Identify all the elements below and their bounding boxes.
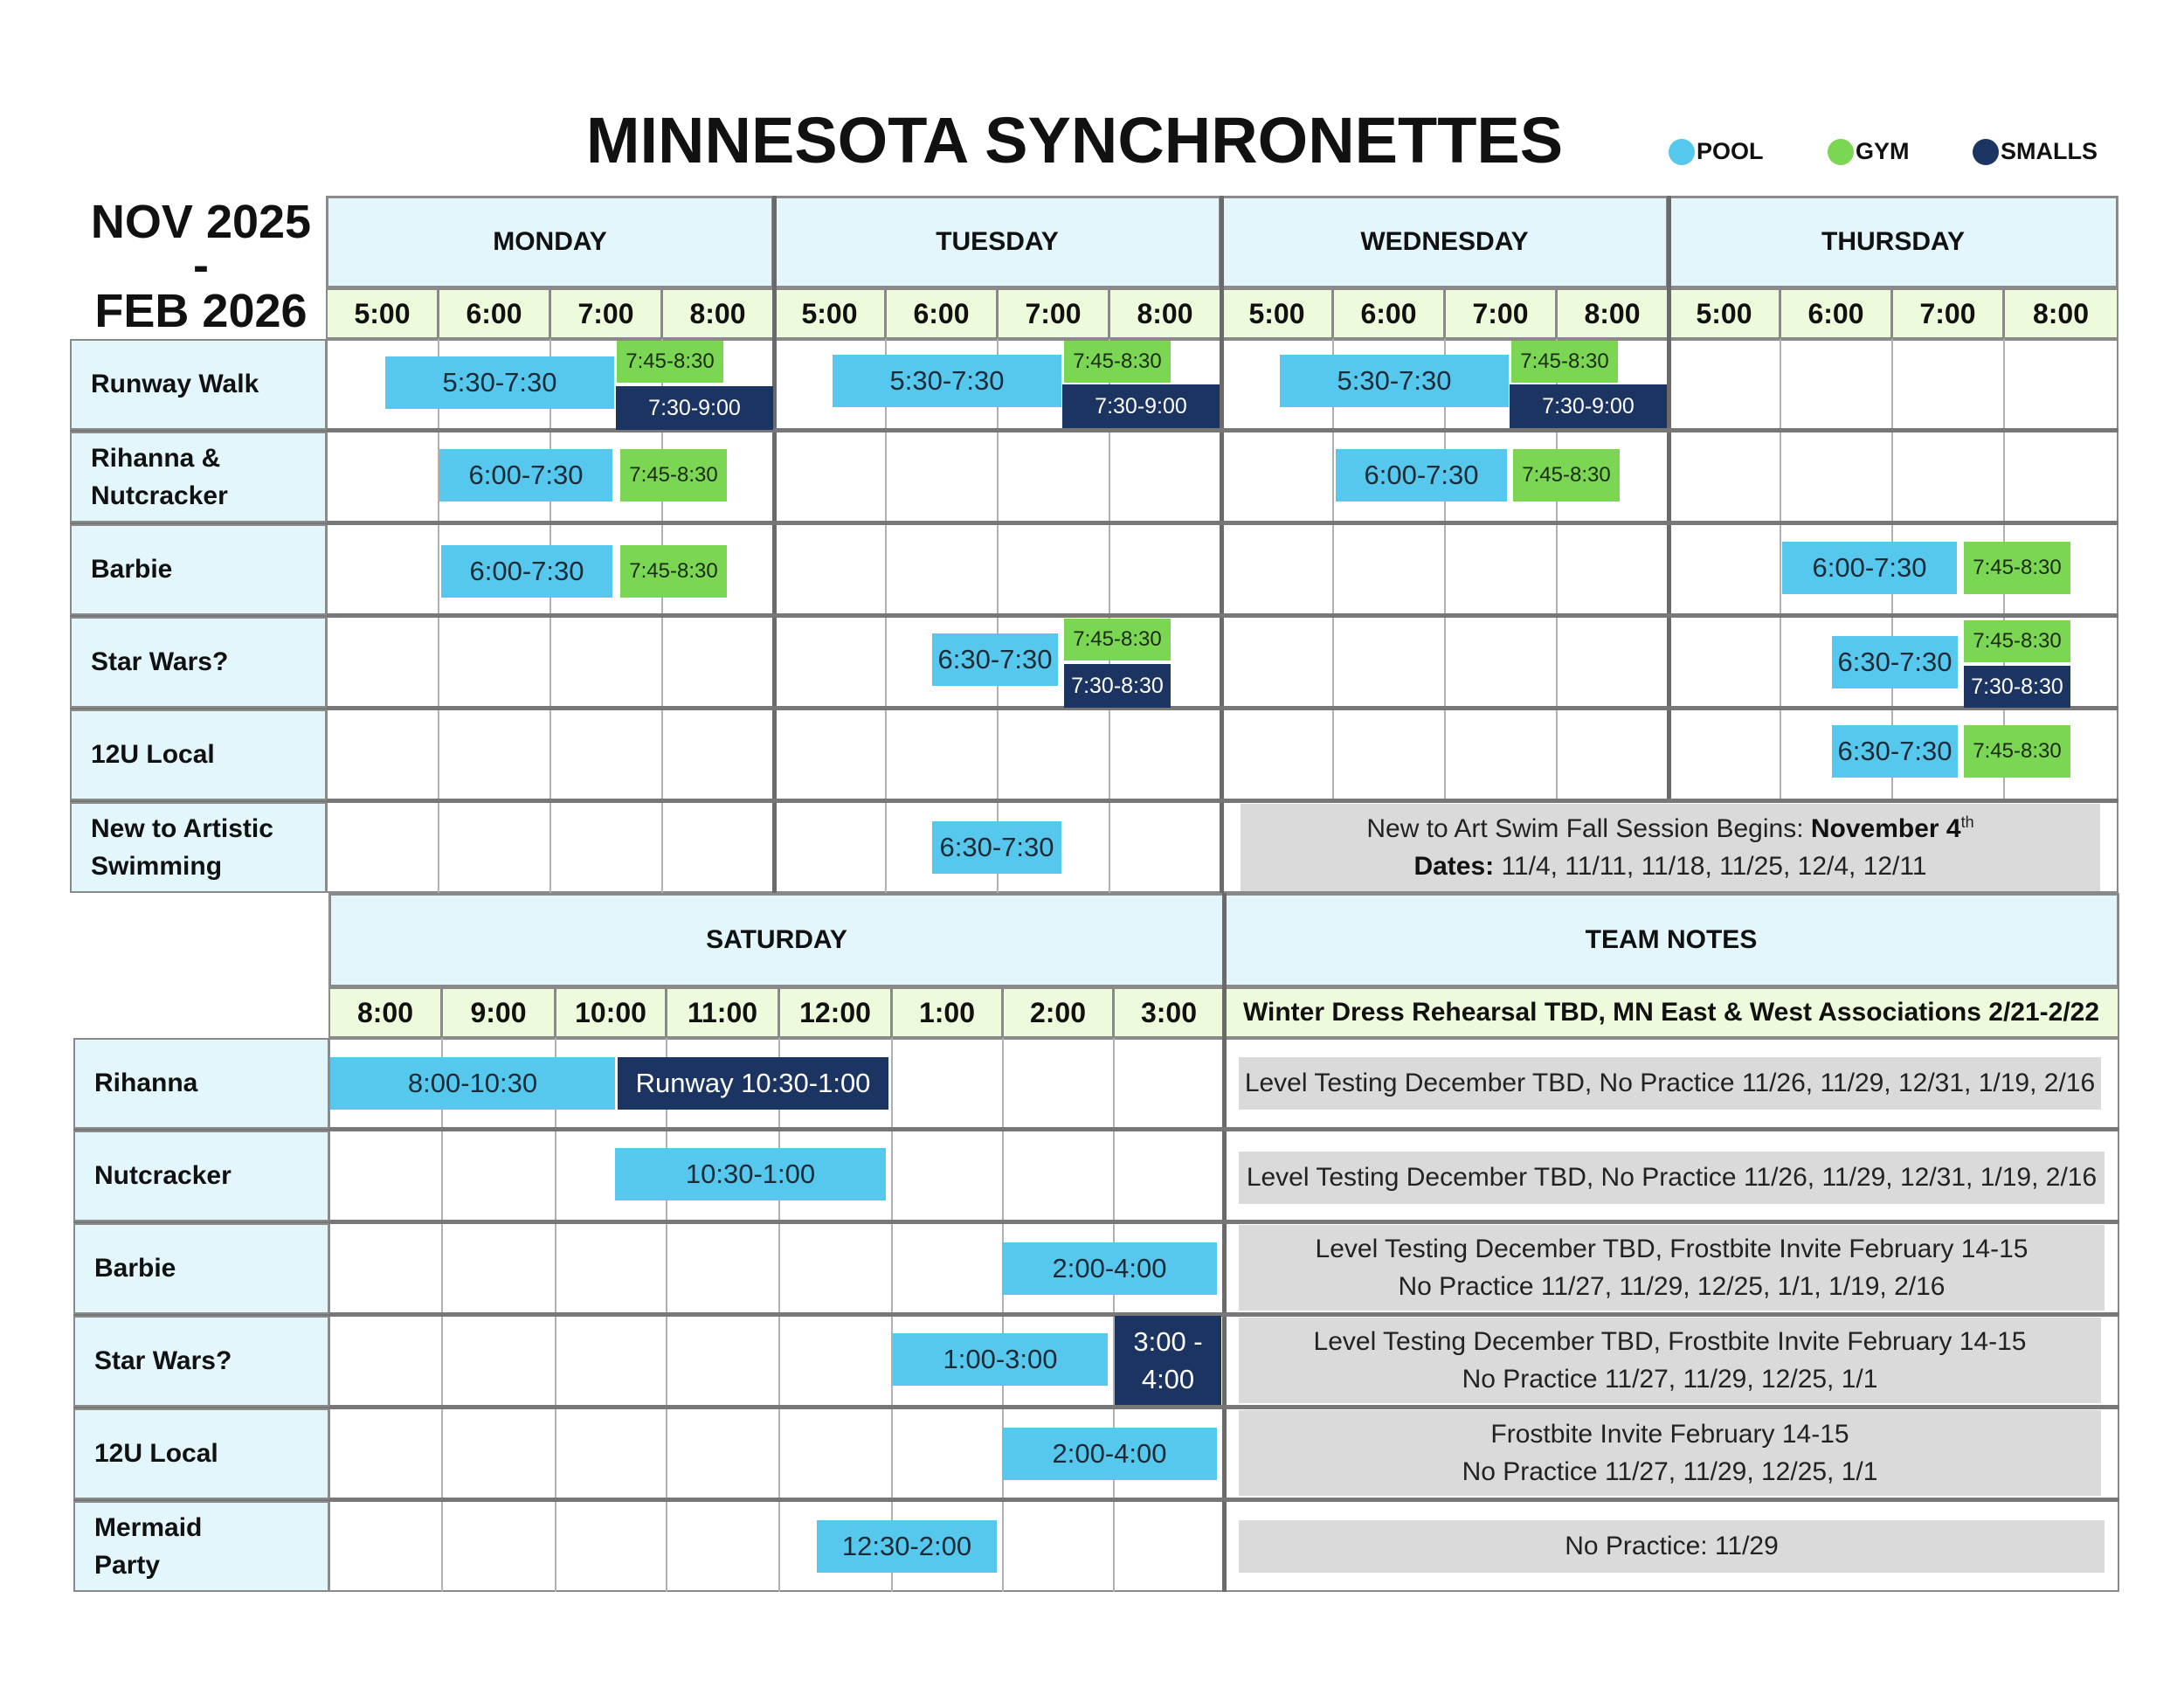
team-note-line: Level Testing December TBD, No Practice 11/26, 11/29, 12/31, 1/19, 2/16 [1246,1163,2098,1193]
page-title: MINNESOTA SYNCHRONETTES [585,104,1564,176]
fall-session-text: New to Art Swim Fall Session Begins: [1366,813,1811,843]
time-thu-7: 7:00 [1891,288,2004,339]
time-tue-7: 7:00 [997,288,1109,339]
sat-group-label-barbie: Barbie [73,1223,329,1314]
block-newto-tue-pool: 6:30-7:30 [932,821,1061,874]
time-sat-11: 11:00 [666,987,779,1038]
block-rihnut-wed-pool: 6:00-7:30 [1336,449,1507,502]
day-header-saturday: SATURDAY [328,893,1225,987]
fall-session-note [1241,804,2100,891]
row-separator [73,1127,2119,1131]
winter-rehearsal-note: Winter Dress Rehearsal TBD, MN East & West Associations 2/21-2/22 [1223,987,2119,1038]
smalls-dot-icon [1973,139,1999,165]
block-runway-wed-pool: 5:30-7:30 [1280,355,1509,407]
group-label-runway-walk: Runway Walk [70,339,327,430]
team-note-line: Level Testing December TBD, Frostbite Invite February 14-15 [1313,1326,2027,1356]
day-separator [1222,893,1227,1592]
time-mon-7: 7:00 [549,288,662,339]
legend-pool-label: POOL [1697,138,1764,164]
block-starwars-thu-smalls: 7:30-8:30 [1964,666,2070,708]
block-barbie-mon-pool: 6:00-7:30 [441,545,612,598]
day-separator [1667,196,1671,802]
block-runway-tue-pool: 5:30-7:30 [833,355,1061,407]
time-sat-3: 3:00 [1113,987,1225,1038]
block-runway-wed-smalls: 7:30-9:00 [1510,384,1667,428]
block-rihnut-mon-pool: 6:00-7:30 [439,449,612,502]
date-range-end: FEB 2026 [94,284,308,337]
day-separator [772,196,777,893]
block-starwars-thu-gym: 7:45-8:30 [1964,620,2070,662]
block-starwars-thu-pool: 6:30-7:30 [1832,636,1958,688]
day-separator [1220,196,1224,893]
time-wed-6: 6:00 [1332,288,1445,339]
row-separator [70,428,2118,432]
row-separator [70,521,2118,525]
fall-session-date: November 4 [1810,813,1961,843]
pool-dot-icon [1669,139,1695,165]
time-sat-1: 1:00 [891,987,1003,1038]
group-label-text: Mermaid Party [94,1512,203,1580]
sat-group-label-mermaid-party [73,1501,329,1592]
day-header-monday: MONDAY [326,196,774,288]
time-sat-2: 2:00 [1002,987,1114,1038]
legend-gym [1828,138,1910,165]
time-wed-8: 8:00 [1556,288,1669,339]
time-thu-8: 8:00 [2003,288,2118,339]
group-label-barbie: Barbie [70,524,327,615]
group-label-text: New to Artistic Swimming [91,813,273,881]
block-sat-nutcracker-pool: 10:30-1:00 [615,1148,886,1200]
team-note-rihanna [1239,1057,2101,1110]
day-header-tuesday: TUESDAY [773,196,1221,288]
block-starwars-tue-gym: 7:45-8:30 [1064,619,1171,661]
block-sat-starwars-smalls-label: 3:00 - 4:00 [1133,1325,1203,1394]
block-runway-mon-smalls: 7:30-9:00 [616,386,773,430]
block-sat-12u-pool: 2:00-4:00 [1002,1428,1217,1480]
time-thu-5: 5:00 [1668,288,1780,339]
row-separator [73,1312,2119,1317]
grid-line [1780,339,1781,802]
group-label-rihanna-nutcracker [70,432,327,522]
team-note-mermaid-party [1239,1520,2105,1573]
team-note-star-wars [1239,1318,2101,1403]
fall-session-dates-value: 11/4, 11/11, 11/18, 11/25, 12/4, 12/11 [1494,852,1927,881]
time-mon-8: 8:00 [661,288,774,339]
block-barbie-thu-gym: 7:45-8:30 [1964,542,2070,594]
time-mon-5: 5:00 [326,288,439,339]
time-wed-5: 5:00 [1220,288,1333,339]
team-note-nutcracker [1239,1152,2105,1204]
grid-line [1332,339,1334,802]
day-header-thursday: THURSDAY [1668,196,2118,288]
block-starwars-tue-pool: 6:30-7:30 [932,633,1058,686]
legend-gym-label: GYM [1856,138,1910,164]
date-range [70,197,332,336]
block-sat-rihanna-smalls: Runway 10:30-1:00 [618,1057,888,1110]
time-wed-7: 7:00 [1444,288,1557,339]
block-sat-starwars-smalls [1115,1316,1221,1405]
group-label-text: Rihanna & Nutcracker [91,443,228,510]
team-note-line: No Practice 11/27, 11/29, 12/25, 1/1, 1/19, 2/16 [1398,1272,1946,1301]
block-12u-thu-pool: 6:30-7:30 [1832,725,1958,778]
time-tue-5: 5:00 [773,288,886,339]
group-label-new-to-artistic [70,802,327,893]
team-note-line: Level Testing December TBD, Frostbite Invite February 14-15 [1315,1234,2028,1263]
sat-group-label-nutcracker: Nutcracker [73,1131,329,1221]
row-separator [73,1405,2119,1409]
time-tue-6: 6:00 [885,288,998,339]
day-header-wednesday: WEDNESDAY [1220,196,1669,288]
block-barbie-thu-pool: 6:00-7:30 [1782,542,1957,594]
team-note-12u-local [1239,1410,2101,1496]
block-sat-mermaid-pool: 12:30-2:00 [817,1520,997,1573]
fall-session-date-suffix: th [1960,813,1974,831]
block-sat-starwars-pool: 1:00-3:00 [893,1333,1108,1386]
team-notes-header: TEAM NOTES [1223,893,2119,987]
time-sat-8: 8:00 [328,987,442,1038]
block-runway-tue-smalls: 7:30-9:00 [1062,384,1220,428]
sat-group-label-star-wars: Star Wars? [73,1316,329,1407]
legend-smalls [1973,138,2098,165]
team-note-line: No Practice: 11/29 [1565,1532,1779,1561]
row-separator [73,1220,2119,1224]
sat-group-label-12u-local: 12U Local [73,1408,329,1499]
block-starwars-tue-smalls: 7:30-8:30 [1064,664,1171,708]
group-label-star-wars: Star Wars? [70,617,327,708]
block-12u-thu-gym: 7:45-8:30 [1964,725,2070,778]
time-sat-10: 10:00 [555,987,667,1038]
time-tue-8: 8:00 [1109,288,1221,339]
team-note-line: No Practice 11/27, 11/29, 12/25, 1/1 [1462,1457,1878,1486]
group-label-12u-local: 12U Local [70,709,327,800]
team-note-line: Level Testing December TBD, No Practice 11/26, 11/29, 12/31, 1/19, 2/16 [1244,1069,2096,1098]
fall-session-line2 [1413,847,1926,886]
legend-pool [1669,138,1764,165]
block-barbie-mon-gym: 7:45-8:30 [620,545,727,598]
row-separator [70,799,2118,803]
time-mon-6: 6:00 [438,288,550,339]
time-sat-12: 12:00 [778,987,892,1038]
row-separator [70,613,2118,618]
row-separator [73,1498,2119,1502]
fall-session-dates-label: Dates: [1413,852,1495,881]
fall-session-line1 [1366,810,1973,848]
date-range-dash: - [193,239,209,293]
block-sat-barbie-pool: 2:00-4:00 [1002,1242,1217,1295]
team-note-line: No Practice 11/27, 11/29, 12/25, 1/1 [1462,1365,1878,1394]
block-rihnut-wed-gym: 7:45-8:30 [1513,449,1620,502]
time-thu-6: 6:00 [1780,288,1892,339]
block-sat-rihanna-pool: 8:00-10:30 [330,1057,615,1110]
time-sat-9: 9:00 [441,987,556,1038]
grid-line [1444,339,1446,802]
legend-smalls-label: SMALLS [2001,138,2098,164]
block-runway-tue-gym: 7:45-8:30 [1064,341,1171,383]
block-rihnut-mon-gym: 7:45-8:30 [620,449,727,502]
gym-dot-icon [1828,139,1854,165]
team-note-line: Frostbite Invite February 14-15 [1490,1419,1849,1449]
block-runway-wed-gym: 7:45-8:30 [1511,341,1618,383]
block-runway-mon-pool: 5:30-7:30 [385,356,614,409]
sat-group-label-rihanna: Rihanna [73,1038,329,1129]
date-range-start: NOV 2025 [90,196,312,248]
block-runway-mon-gym: 7:45-8:30 [617,341,723,383]
team-note-barbie [1239,1225,2105,1311]
